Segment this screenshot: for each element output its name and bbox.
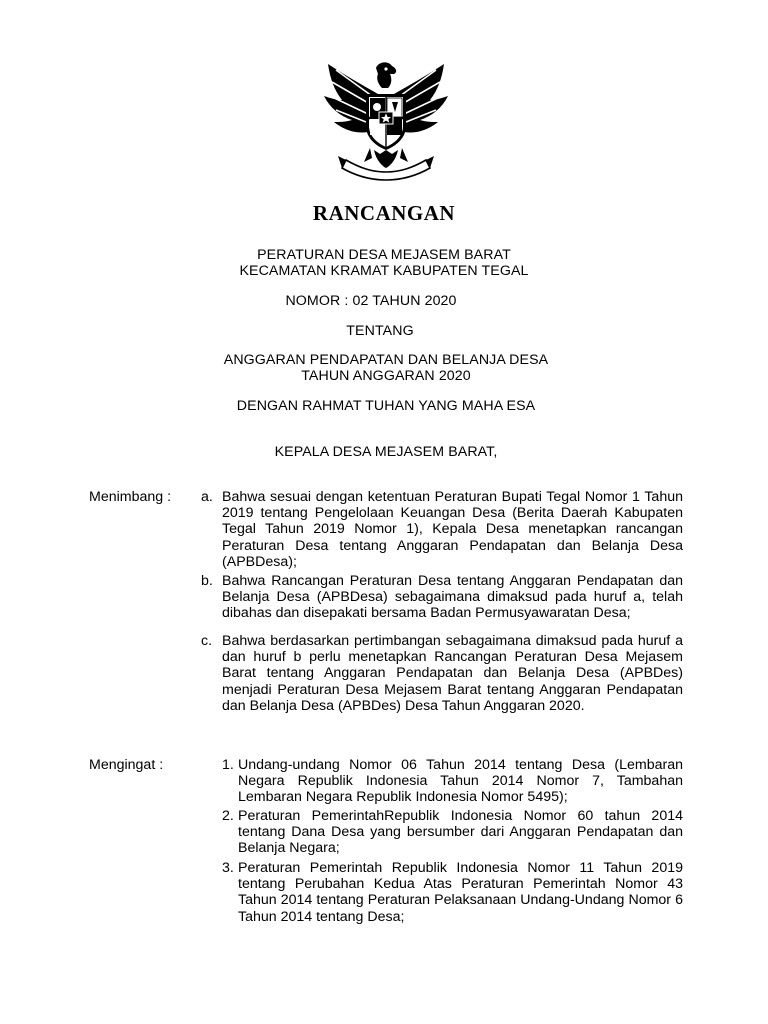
kepala-desa-line: KEPALA DESA MEJASEM BARAT, — [274, 444, 498, 460]
list-item-text: Bahwa berdasarkan pertimbangan sebagaimana dimaksud pada huruf a dan huruf b perlu menetapkan Rancangan Peraturan Desa Mejasem Barat tentang Anggaran Pendapatan dan Belanja Desa (APBDes) menjadi Peraturan Desa Mejasem Barat tentang Anggaran Pendapatan dan Belanja Desa (APBDes) Desa Tahun Anggaran 2020. — [222, 633, 683, 714]
regulation-number: NOMOR : 02 TAHUN 2020 — [285, 293, 457, 309]
menimbang-item-a — [201, 489, 683, 570]
garuda-pancasila-emblem-icon — [316, 56, 456, 186]
list-marker: 3. — [222, 860, 234, 876]
regulation-region: KECAMATAN KRAMAT KABUPATEN TEGAL — [239, 263, 529, 279]
list-item-text: Bahwa Rancangan Peraturan Desa tentang Anggaran Pendapatan dan Belanja Desa (APBDesa) sebagaimana dimaksud pada huruf a, telah dibahas dan disepakati bersama Badan Permusyawaratan Desa; — [222, 573, 683, 622]
mengingat-item-1 — [222, 757, 683, 806]
mengingat-item-3 — [222, 860, 683, 925]
list-marker: c. — [201, 633, 213, 649]
mengingat-item-2 — [222, 808, 683, 857]
menimbang-item-b — [201, 573, 683, 622]
list-marker: b. — [201, 573, 213, 589]
list-item-text: Peraturan Pemerintah Republik Indonesia Nomor 11 Tahun 2019 tentang Perubahan Kedua Atas Peraturan Pemerintah Nomor 43 Tahun 2014 tentang Peraturan Pelaksanaan Undang-Undang Nomor 6 Tahun 2014 tentang Desa; — [238, 860, 683, 925]
mengingat-label: Mengingat : — [89, 757, 164, 773]
subject-line-1: ANGGARAN PENDAPATAN DAN BELANJA DESA — [223, 352, 549, 368]
rahmat-line: DENGAN RAHMAT TUHAN YANG MAHA ESA — [236, 398, 536, 414]
list-item-text: Bahwa sesuai dengan ketentuan Peraturan Bupati Tegal Nomor 1 Tahun 2019 tentang Pengelolaan Keuangan Desa (Berita Daerah Kabupaten Tegal Tahun 2019 Nomor 1), Kepala Desa menetapkan rancangan Peraturan Desa tentang Anggaran Pendapatan dan Belanja Desa (APBDesa); — [222, 489, 683, 570]
regulation-name: PERATURAN DESA MEJASEM BARAT — [257, 247, 511, 263]
list-marker: 2. — [222, 808, 234, 824]
tentang-heading: TENTANG — [346, 323, 414, 339]
list-item-text: Peraturan PemerintahRepublik Indonesia Nomor 60 tahun 2014 tentang Dana Desa yang bersumber dari Anggaran Pendapatan dan Belanja Negara; — [238, 808, 683, 857]
list-marker: 1. — [222, 757, 234, 773]
list-item-text: Undang-undang Nomor 06 Tahun 2014 tentang Desa (Lembaran Negara Republik Indonesia Tahun 2014 Nomor 7, Tambahan Lembaran Negara Republik Indonesia Nomor 5495); — [238, 757, 683, 806]
menimbang-label: Menimbang : — [89, 489, 172, 505]
list-marker: a. — [201, 489, 213, 505]
menimbang-item-c — [201, 633, 683, 714]
subject-line-2: TAHUN ANGGARAN 2020 — [301, 368, 471, 384]
document-title: RANCANGAN — [312, 201, 456, 225]
